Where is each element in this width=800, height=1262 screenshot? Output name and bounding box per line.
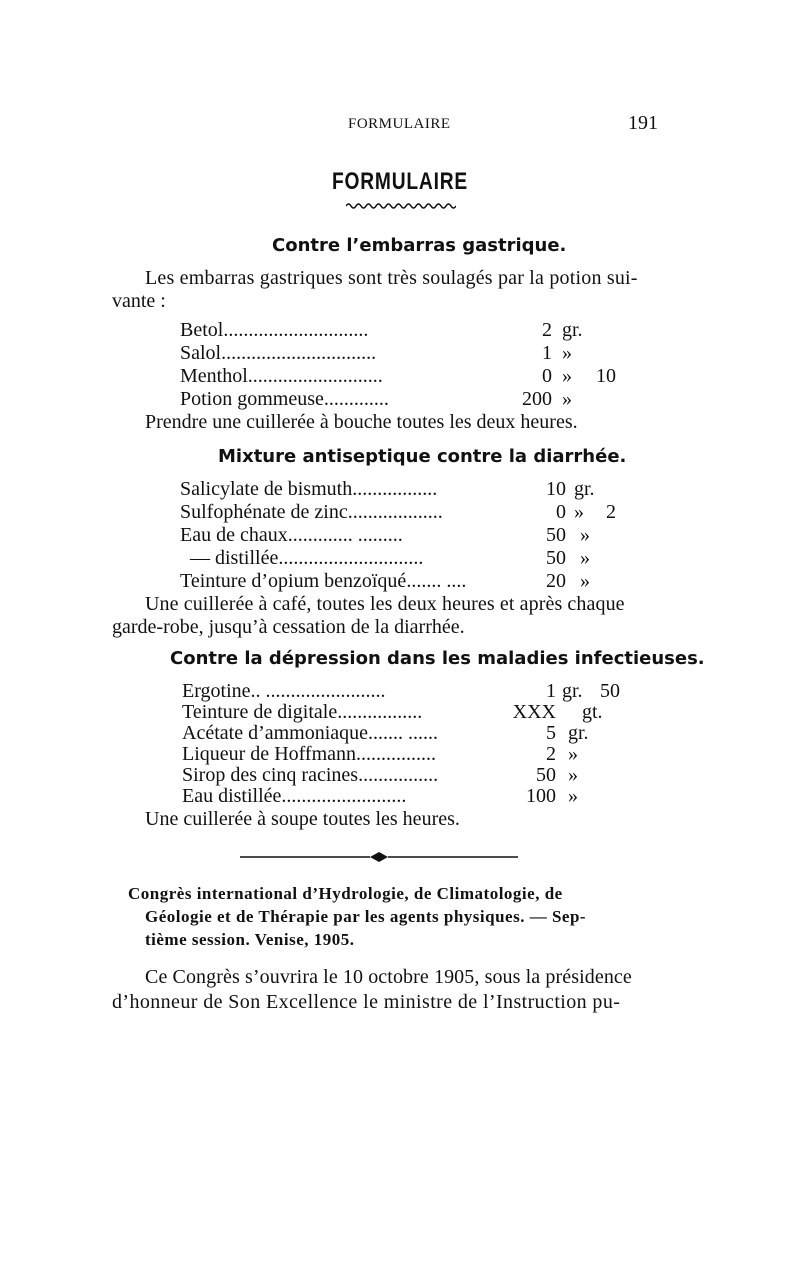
wavy-rule xyxy=(346,202,456,210)
ingredient-extra: 10 xyxy=(596,365,616,387)
ingredient-row xyxy=(182,722,502,745)
ingredient-name: Teinture d’opium benzoïqué xyxy=(180,570,407,592)
leader-dots: ............. ......... xyxy=(287,524,403,546)
page-number: 191 xyxy=(628,112,658,134)
ingredient-row xyxy=(182,680,502,703)
ingredient-quantity: XXX xyxy=(512,701,556,723)
ingredient-unit: » xyxy=(580,524,590,546)
leader-dots: ......................... xyxy=(281,785,407,807)
ingredient-row xyxy=(180,388,500,411)
ingredient-unit: » xyxy=(562,342,572,364)
ingredient-row xyxy=(180,365,500,388)
ingredient-quantity: 2 xyxy=(542,319,552,341)
ingredient-unit: » xyxy=(562,365,572,387)
ingredient-row xyxy=(182,764,502,787)
leader-dots: ............. xyxy=(323,388,389,410)
ingredient-quantity: 50 xyxy=(536,764,556,786)
leader-dots: ................ xyxy=(356,743,437,765)
section-heading: Mixture antiseptique contre la diarrhée. xyxy=(218,446,627,467)
ingredient-unit: » xyxy=(580,547,590,569)
leader-dots: ....... .... xyxy=(406,570,467,592)
leader-dots: ............................. xyxy=(223,319,369,341)
ingredient-quantity: 1 xyxy=(546,680,556,702)
ingredient-row xyxy=(180,319,500,342)
ingredient-unit: gr. xyxy=(574,478,595,500)
ingredient-name: Liqueur de Hoffmann xyxy=(182,743,357,765)
ingredient-name: — distillée xyxy=(190,547,279,569)
ingredient-unit: » xyxy=(568,743,578,765)
leader-dots: ................. xyxy=(352,478,438,500)
running-title: FORMULAIRE xyxy=(348,116,451,132)
ingredient-unit: » xyxy=(568,764,578,786)
instruction-line: Une cuillerée à café, toutes les deux heures et après chaque xyxy=(145,593,625,615)
leader-dots: ................ xyxy=(358,764,439,786)
ingredient-quantity: 20 xyxy=(546,570,566,592)
paragraph-line: Ce Congrès s’ouvrira le 10 octobre 1905, sous la présidence xyxy=(145,966,632,988)
leader-dots: .. ........................ xyxy=(250,680,386,702)
ingredient-row xyxy=(180,342,500,365)
ingredient-name: Potion gommeuse xyxy=(180,388,324,410)
congress-title-line: tième session. Venise, 1905. xyxy=(145,930,355,949)
ingredient-row xyxy=(182,785,502,808)
ingredient-name: Sirop des cinq racines xyxy=(182,764,359,786)
ingredient-quantity: 1 xyxy=(542,342,552,364)
ingredient-name: Salol xyxy=(180,342,222,364)
congress-title-line: Géologie et de Thérapie par les agents physiques. — Sep- xyxy=(145,907,587,926)
ingredient-quantity: 5 xyxy=(546,722,556,744)
ingredient-unit: gr. xyxy=(568,722,589,744)
ingredient-name: Sulfophénate de zinc xyxy=(180,501,348,523)
ingredient-quantity: 50 xyxy=(546,547,566,569)
leader-dots: ............................... xyxy=(221,342,377,364)
leader-dots: ................. xyxy=(337,701,423,723)
ingredient-unit: gr. xyxy=(562,319,583,341)
ingredient-name: Eau distillée xyxy=(182,785,282,807)
ingredient-extra: 2 xyxy=(606,501,616,523)
ingredient-quantity: 10 xyxy=(546,478,566,500)
instruction-line: Prendre une cuillerée à bouche toutes les deux heures. xyxy=(145,411,578,433)
ingredient-name: Ergotine xyxy=(182,680,251,702)
paragraph-line: vante : xyxy=(112,290,166,312)
congress-title-line: Congrès international d’Hydrologie, de Climatologie, de xyxy=(128,884,563,903)
ingredient-row xyxy=(190,547,520,570)
ingredient-name: Teinture de digitale xyxy=(182,701,338,723)
leader-dots: ............................. xyxy=(278,547,424,569)
ingredient-unit: » xyxy=(574,501,584,523)
ingredient-unit: » xyxy=(580,570,590,592)
section-heading: Contre la dépression dans les maladies infectieuses. xyxy=(170,648,705,669)
ingredient-quantity: 0 xyxy=(556,501,566,523)
ingredient-quantity: 2 xyxy=(546,743,556,765)
ingredient-extra: 50 xyxy=(600,680,620,702)
ingredient-row xyxy=(180,524,520,547)
ingredient-row xyxy=(180,478,520,501)
page-title: FORMULAIRE xyxy=(332,168,468,195)
ingredient-quantity: 0 xyxy=(542,365,552,387)
ingredient-name: Betol xyxy=(180,319,224,341)
leader-dots: ........................... xyxy=(247,365,383,387)
ingredient-quantity: 100 xyxy=(526,785,556,807)
leader-dots: ................... xyxy=(347,501,443,523)
ingredient-name: Salicylate de bismuth xyxy=(180,478,353,500)
paragraph-line: d’honneur de Son Excellence le ministre de l’Instruction pu- xyxy=(112,991,621,1013)
ingredient-row xyxy=(182,701,502,724)
ingredient-name: Menthol xyxy=(180,365,248,387)
ingredient-quantity: 50 xyxy=(546,524,566,546)
ingredient-row xyxy=(180,501,520,524)
instruction-line: garde-robe, jusqu’à cessation de la diarrhée. xyxy=(112,616,465,638)
ingredient-unit: gr. xyxy=(562,680,583,702)
ingredient-row xyxy=(180,570,520,593)
ingredient-unit: gt. xyxy=(582,701,603,723)
ingredient-name: Eau de chaux xyxy=(180,524,288,546)
leader-dots: ....... ...... xyxy=(368,722,439,744)
ingredient-unit: » xyxy=(568,785,578,807)
paragraph-line: Les embarras gastriques sont très soulagés par la potion sui- xyxy=(145,267,638,289)
ingredient-row xyxy=(182,743,502,766)
ingredient-name: Acétate d’ammoniaque xyxy=(182,722,369,744)
ornamental-divider xyxy=(240,850,518,864)
instruction-line: Une cuillerée à soupe toutes les heures. xyxy=(145,808,460,830)
ingredient-quantity: 200 xyxy=(522,388,552,410)
ingredient-unit: » xyxy=(562,388,572,410)
section-heading: Contre l’embarras gastrique. xyxy=(272,235,567,256)
